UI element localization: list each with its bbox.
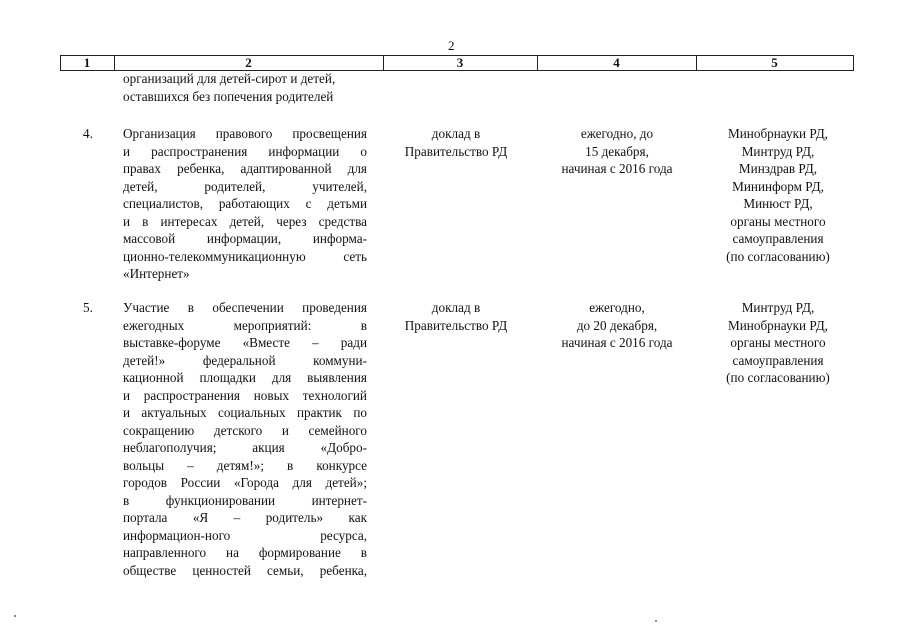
text-line: органы местного <box>730 213 826 229</box>
row-number: 4. <box>83 126 93 141</box>
row-deadline <box>537 125 697 178</box>
text-line: Мининформ РД, <box>732 178 824 194</box>
header-col-3: 3 <box>456 55 464 70</box>
row-number: 5. <box>83 300 93 315</box>
header-col-5: 5 <box>771 55 778 70</box>
text-line: выставке-форуме «Вместе – ради <box>123 335 367 350</box>
text-line: вольцы – детям!»; в конкурсе <box>123 457 367 473</box>
text-line: городов России «Города для детей»; <box>123 475 367 490</box>
text-line: начиная с 2016 года <box>561 335 673 350</box>
text-line: (по согласованию) <box>726 370 830 385</box>
text-line: «Интернет» <box>123 266 190 281</box>
scan-speck <box>655 620 657 622</box>
header-col-4: 4 <box>613 55 620 70</box>
text-line: информацион-ного ресурса, <box>123 527 367 543</box>
text-line: и в интересах детей, через средства <box>123 213 367 229</box>
text-line: Минобрнауки РД, <box>728 126 828 141</box>
row-description <box>123 299 367 579</box>
text-line: детей!» федеральной коммуни- <box>123 352 367 368</box>
text-line: доклад в <box>431 126 481 141</box>
text-line: Минтруд РД, <box>741 300 815 315</box>
text-line: самоуправления <box>732 231 824 246</box>
text-line: специалистов, работающих с детьми <box>123 196 367 211</box>
page-number: 2 <box>448 38 455 53</box>
row-description <box>123 125 367 283</box>
text-line: (по согласованию) <box>726 248 830 264</box>
text-line: портала «Я – родитель» как <box>123 510 367 525</box>
text-line: Правительство РД <box>404 143 508 159</box>
text-line: Минтруд РД, <box>741 143 815 159</box>
scan-speck <box>14 615 16 617</box>
text-line: неблагополучия; акция «Добро- <box>123 440 367 455</box>
row-report-form <box>383 299 529 334</box>
text-line: сокращению детского и семейного <box>123 422 367 438</box>
text-line: детей, родителей, учителей, <box>123 178 367 194</box>
text-line: доклад в <box>431 300 481 315</box>
header-sep <box>853 56 854 70</box>
text-line: и распространения новых технологий <box>123 387 367 403</box>
text-line: массовой информации, информа- <box>123 231 367 246</box>
row-executors <box>698 125 858 265</box>
text-line: кационной площадки для выявления <box>123 370 367 385</box>
continued-description <box>123 70 335 105</box>
text-line: органы местного <box>730 335 826 350</box>
text-line: ежегодных мероприятий: в <box>123 317 367 333</box>
text-line: Организация правового просвещения <box>123 126 367 141</box>
text-line: Правительство РД <box>404 317 508 333</box>
text-line: самоуправления <box>732 352 824 368</box>
text-line: обществе ценностей семьи, ребенка, <box>123 562 367 578</box>
text-line: Минюст РД, <box>743 196 813 211</box>
text-line: Минздрав РД, <box>738 161 818 176</box>
text-line: Минобрнауки РД, <box>728 317 828 333</box>
text-line: оставшихся без попечения родителей <box>123 88 334 104</box>
text-line: организаций для детей-сирот и детей, <box>123 71 336 86</box>
text-line: до 20 декабря, <box>576 317 658 333</box>
header-col-2: 2 <box>245 55 252 70</box>
text-line: направленного на формирование в <box>123 545 367 560</box>
text-line: ежегодно, <box>589 300 645 315</box>
text-line: Участие в обеспечении проведения <box>123 300 367 315</box>
row-report-form <box>383 125 529 160</box>
text-line: в функционировании интернет- <box>123 492 367 508</box>
text-line: ционно-телекоммуникационную сеть <box>123 248 367 264</box>
row-executors <box>698 299 858 387</box>
text-line: правах ребенка, адаптированной для <box>123 161 367 176</box>
text-line: ежегодно, до <box>580 126 654 141</box>
text-line: начиная с 2016 года <box>561 161 673 176</box>
header-col-1: 1 <box>83 55 91 70</box>
text-line: и актуальных социальных практик по <box>123 405 367 420</box>
text-line: 15 декабря, <box>585 143 649 159</box>
row-deadline <box>537 299 697 352</box>
text-line: и распространения информации о <box>123 143 367 159</box>
